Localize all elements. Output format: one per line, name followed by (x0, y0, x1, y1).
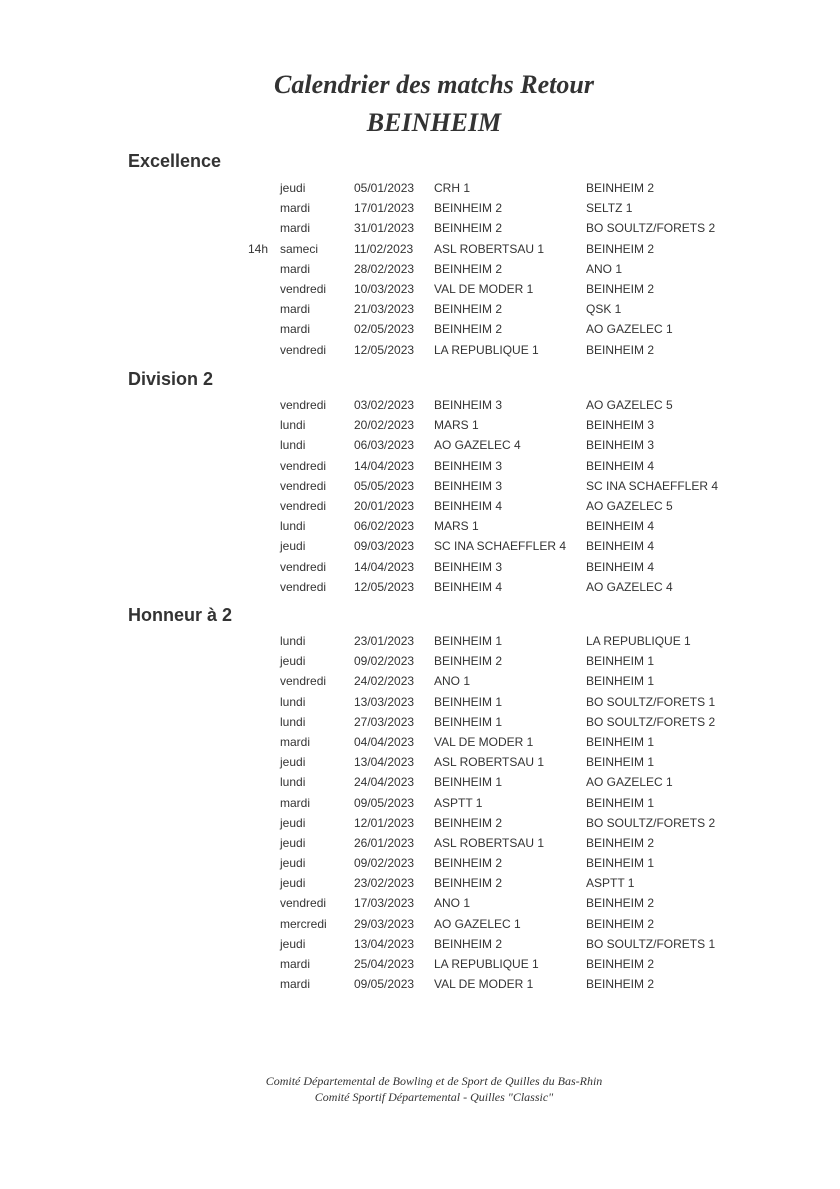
match-day: mardi (280, 261, 311, 276)
away-team: BEINHEIM 2 (586, 241, 655, 256)
match-date: 06/03/2023 (354, 438, 415, 453)
away-team: BEINHEIM 1 (586, 674, 655, 689)
match-day: mardi (280, 795, 311, 810)
home-team: BEINHEIM 1 (434, 775, 503, 790)
match-date: 24/04/2023 (354, 775, 415, 790)
match-date: 02/05/2023 (354, 322, 415, 337)
match-date: 20/02/2023 (354, 418, 415, 433)
section-title-excellence: Excellence (128, 151, 222, 171)
home-team: BEINHEIM 3 (434, 398, 503, 412)
match-date: 14/04/2023 (354, 458, 415, 473)
match-day: vendredi (280, 478, 327, 493)
home-team: ANO 1 (434, 674, 471, 689)
home-team: BEINHEIM 4 (434, 579, 503, 594)
match-date: 13/03/2023 (354, 694, 415, 709)
home-team: ANO 1 (434, 896, 471, 911)
away-team: AO GAZELEC 1 (586, 775, 673, 790)
match-day: mardi (280, 322, 311, 337)
away-team: BEINHEIM 2 (586, 835, 655, 850)
away-team: LA REPUBLIQUE 1 (586, 634, 691, 648)
away-team: BO SOULTZ/FORETS 2 (586, 714, 716, 729)
match-day: vendredi (280, 398, 327, 412)
away-team: SC INA SCHAEFFLER 4 (586, 478, 719, 493)
match-row (0, 752, 840, 772)
home-team: SC INA SCHAEFFLER 4 (434, 539, 567, 554)
away-team: BO SOULTZ/FORETS 2 (586, 815, 716, 830)
match-row (0, 218, 840, 238)
match-row (0, 893, 840, 913)
match-date: 21/03/2023 (354, 302, 415, 317)
away-team: QSK 1 (586, 302, 622, 317)
home-team: BEINHEIM 3 (434, 478, 503, 493)
home-team: BEINHEIM 2 (434, 936, 503, 951)
match-row (0, 671, 840, 691)
away-team: AO GAZELEC 5 (586, 498, 673, 513)
away-team: BEINHEIM 1 (586, 856, 655, 871)
match-date: 10/03/2023 (354, 281, 415, 296)
match-row (0, 178, 840, 198)
match-row (0, 516, 840, 536)
away-team: BEINHEIM 2 (586, 281, 655, 296)
match-day: lundi (280, 694, 306, 709)
away-team: BO SOULTZ/FORETS 1 (586, 694, 716, 709)
match-day: mardi (280, 221, 311, 236)
away-team: ASPTT 1 (586, 876, 635, 891)
home-team: ASPTT 1 (434, 795, 483, 810)
match-day: vendredi (280, 458, 327, 473)
home-team: BEINHEIM 3 (434, 458, 503, 473)
home-team: VAL DE MODER 1 (434, 281, 534, 296)
match-date: 09/03/2023 (354, 539, 415, 554)
home-team: BEINHEIM 2 (434, 654, 503, 669)
match-day: mardi (280, 302, 311, 317)
match-day: vendredi (280, 896, 327, 911)
match-date: 09/05/2023 (354, 977, 415, 992)
match-day: jeudi (280, 539, 306, 554)
away-team: BEINHEIM 3 (586, 438, 655, 453)
match-day: lundi (280, 775, 306, 790)
match-row (0, 732, 840, 752)
match-list-excellence (0, 178, 840, 360)
home-team: ASL ROBERTSAU 1 (434, 241, 545, 256)
home-team: BEINHEIM 2 (434, 221, 503, 236)
footer (0, 1073, 840, 1105)
match-row (0, 435, 840, 455)
match-date: 17/01/2023 (354, 201, 415, 216)
match-date: 05/01/2023 (354, 181, 415, 195)
home-team: BEINHEIM 2 (434, 261, 503, 276)
away-team: AO GAZELEC 4 (586, 579, 673, 594)
match-date: 12/01/2023 (354, 815, 415, 830)
match-day: vendredi (280, 342, 327, 357)
home-team: BEINHEIM 2 (434, 856, 503, 871)
match-row (0, 536, 840, 556)
match-date: 20/01/2023 (354, 498, 415, 513)
match-row (0, 833, 840, 853)
match-day: lundi (280, 438, 306, 453)
match-row (0, 279, 840, 299)
match-date: 12/05/2023 (354, 342, 415, 357)
match-date: 14/04/2023 (354, 559, 415, 574)
home-team: VAL DE MODER 1 (434, 977, 534, 992)
match-row (0, 631, 840, 651)
away-team: BEINHEIM 2 (586, 181, 655, 195)
home-team: BEINHEIM 1 (434, 714, 503, 729)
away-team: BO SOULTZ/FORETS 2 (586, 221, 716, 236)
match-row (0, 415, 840, 435)
match-row (0, 853, 840, 873)
home-team: ASL ROBERTSAU 1 (434, 835, 545, 850)
match-row (0, 239, 840, 259)
away-team: BEINHEIM 2 (586, 916, 655, 931)
match-date: 25/04/2023 (354, 957, 415, 971)
match-row (0, 914, 840, 934)
match-date: 11/02/2023 (354, 241, 414, 256)
away-team: BEINHEIM 2 (586, 957, 655, 971)
match-row (0, 496, 840, 516)
home-team: BEINHEIM 2 (434, 302, 503, 317)
match-row (0, 395, 840, 415)
match-row (0, 340, 840, 360)
home-team: BEINHEIM 4 (434, 498, 503, 513)
match-day: vendredi (280, 498, 327, 513)
home-team: CRH 1 (434, 181, 471, 195)
away-team: AO GAZELEC 1 (586, 322, 673, 337)
match-day: sameci (280, 241, 319, 256)
match-row (0, 476, 840, 496)
away-team: BEINHEIM 1 (586, 654, 655, 669)
match-date: 12/05/2023 (354, 579, 415, 594)
match-day: vendredi (280, 281, 327, 296)
match-row (0, 651, 840, 671)
match-day: mardi (280, 734, 311, 749)
match-day: vendredi (280, 674, 327, 689)
match-day: jeudi (280, 755, 306, 770)
away-team: AO GAZELEC 5 (586, 398, 673, 412)
match-day: jeudi (280, 936, 306, 951)
match-day: vendredi (280, 559, 327, 574)
away-team: BEINHEIM 1 (586, 755, 655, 770)
away-team: BEINHEIM 4 (586, 539, 655, 554)
match-row (0, 456, 840, 476)
match-date: 13/04/2023 (354, 755, 415, 770)
away-team: BEINHEIM 2 (586, 342, 655, 357)
match-date: 09/05/2023 (354, 795, 415, 810)
match-row (0, 793, 840, 813)
home-team: MARS 1 (434, 519, 479, 534)
match-row (0, 954, 840, 974)
match-time: 14h (248, 241, 269, 256)
home-team: BEINHEIM 2 (434, 876, 503, 891)
match-date: 26/01/2023 (354, 835, 415, 850)
match-day: mardi (280, 201, 311, 216)
home-team: LA REPUBLIQUE 1 (434, 342, 539, 357)
match-day: jeudi (280, 815, 306, 830)
match-date: 23/01/2023 (354, 634, 415, 648)
match-list-division-2 (0, 395, 840, 597)
match-day: jeudi (280, 876, 306, 891)
match-row (0, 692, 840, 712)
match-row (0, 299, 840, 319)
match-day: mardi (280, 977, 311, 992)
away-team: BEINHEIM 4 (586, 458, 655, 473)
away-team: BEINHEIM 1 (586, 734, 655, 749)
match-row (0, 557, 840, 577)
match-date: 04/04/2023 (354, 734, 415, 749)
home-team: VAL DE MODER 1 (434, 734, 534, 749)
match-row (0, 934, 840, 954)
section-title-division-2: Division 2 (128, 369, 214, 389)
section-title-honneur-a-2: Honneur à 2 (128, 605, 233, 625)
match-row (0, 198, 840, 218)
club-name: BEINHEIM (366, 108, 502, 137)
match-row (0, 873, 840, 893)
match-date: 24/02/2023 (354, 674, 415, 689)
match-day: lundi (280, 519, 306, 534)
match-date: 28/02/2023 (354, 261, 415, 276)
match-date: 27/03/2023 (354, 714, 415, 729)
home-team: BEINHEIM 2 (434, 322, 503, 337)
home-team: BEINHEIM 1 (434, 694, 503, 709)
match-day: vendredi (280, 579, 327, 594)
match-date: 09/02/2023 (354, 856, 415, 871)
match-day: mardi (280, 957, 311, 971)
home-team: ASL ROBERTSAU 1 (434, 755, 545, 770)
home-team: AO GAZELEC 4 (434, 438, 521, 453)
home-team: BEINHEIM 3 (434, 559, 503, 574)
match-date: 03/02/2023 (354, 398, 415, 412)
match-date: 09/02/2023 (354, 654, 415, 669)
footer-line-1: Comité Départemental de Bowling et de Sport de Quilles du Bas-Rhin (265, 1074, 603, 1088)
away-team: BEINHEIM 1 (586, 795, 655, 810)
match-row (0, 319, 840, 339)
match-date: 31/01/2023 (354, 221, 415, 236)
footer-line-2: Comité Sportif Départemental - Quilles "Classic" (314, 1090, 554, 1104)
away-team: BO SOULTZ/FORETS 1 (586, 936, 716, 951)
home-team: MARS 1 (434, 418, 479, 433)
page-title: Calendrier des matchs Retour (274, 70, 594, 99)
match-row (0, 772, 840, 792)
away-team: ANO 1 (586, 261, 623, 276)
home-team: BEINHEIM 1 (434, 634, 503, 648)
match-list-honneur-a-2 (0, 631, 840, 994)
home-team: BEINHEIM 2 (434, 201, 503, 216)
match-row (0, 974, 840, 994)
away-team: BEINHEIM 4 (586, 519, 655, 534)
away-team: BEINHEIM 4 (586, 559, 655, 574)
match-date: 13/04/2023 (354, 936, 415, 951)
match-date: 29/03/2023 (354, 916, 415, 931)
match-date: 05/05/2023 (354, 478, 415, 493)
match-row (0, 813, 840, 833)
home-team: LA REPUBLIQUE 1 (434, 957, 539, 971)
match-date: 17/03/2023 (354, 896, 415, 911)
match-day: lundi (280, 634, 306, 648)
match-date: 23/02/2023 (354, 876, 415, 891)
match-row (0, 259, 840, 279)
match-row (0, 577, 840, 597)
match-day: mercredi (280, 916, 327, 931)
away-team: BEINHEIM 3 (586, 418, 655, 433)
match-date: 06/02/2023 (354, 519, 415, 534)
away-team: BEINHEIM 2 (586, 977, 655, 992)
match-day: jeudi (280, 835, 306, 850)
away-team: SELTZ 1 (586, 201, 633, 216)
home-team: AO GAZELEC 1 (434, 916, 521, 931)
match-day: jeudi (280, 856, 306, 871)
match-day: jeudi (280, 181, 306, 195)
match-row (0, 712, 840, 732)
match-day: lundi (280, 714, 306, 729)
match-day: lundi (280, 418, 306, 433)
away-team: BEINHEIM 2 (586, 896, 655, 911)
match-day: jeudi (280, 654, 306, 669)
home-team: BEINHEIM 2 (434, 815, 503, 830)
